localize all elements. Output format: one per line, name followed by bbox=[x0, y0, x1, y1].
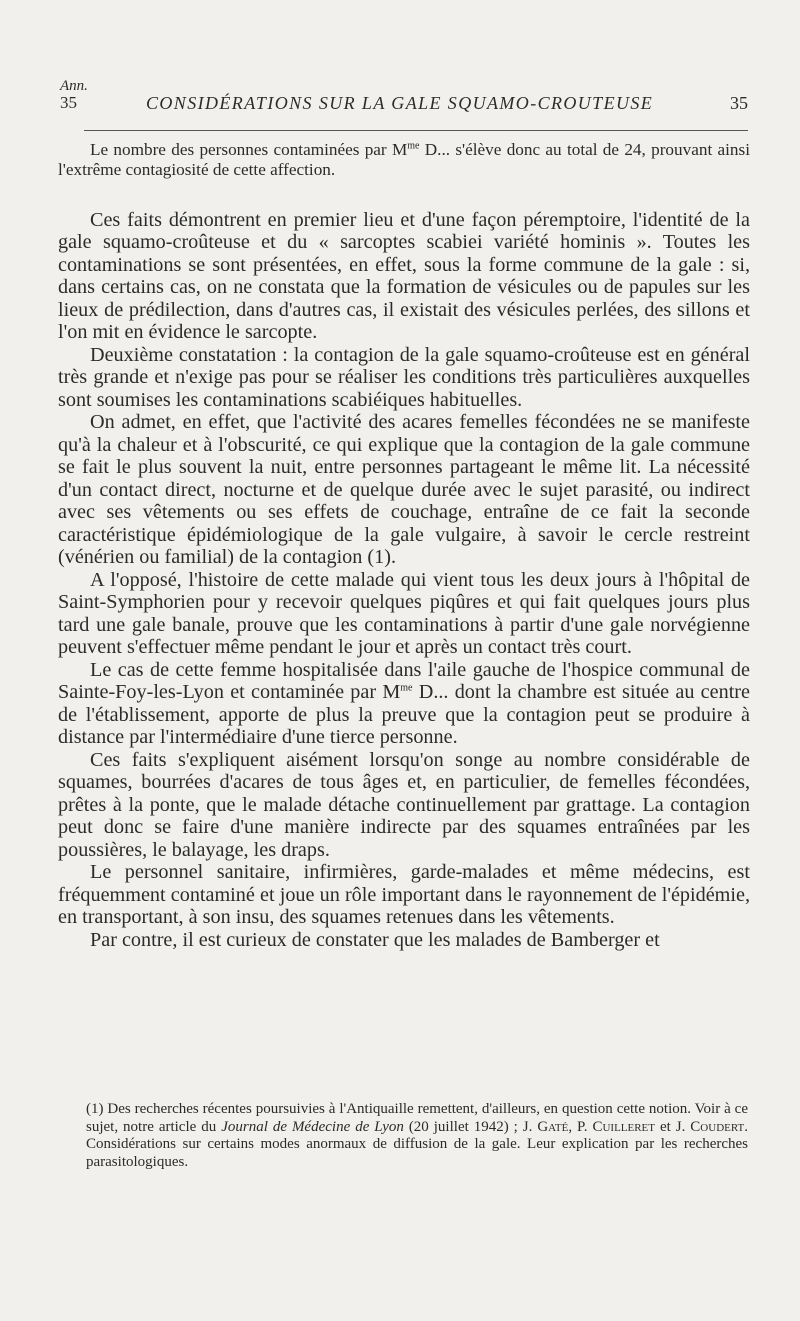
journal-title: Journal de Médecine de Lyon bbox=[221, 1118, 404, 1135]
paragraph: A l'opposé, l'histoire de cette malade qui vient tous les deux jours à l'hôpital de Saint-Symphorien pour y recevoir quelques piqûres et qui fait quelques jours plus tard une gale banale, prouve que les contaminations à partir d'une gale norvégienne peuvent s'effectuer même pendant le jour et après un contact très court. bbox=[58, 568, 750, 659]
paragraph: Le personnel sanitaire, infirmières, garde-malades et même médecins, est fréquemment contaminé et joue un rôle important dans le rayonnement de l'épidémie, en transportant, à son insu, des squames retenues dans les vêtements. bbox=[58, 861, 750, 929]
paragraph: Deuxième constatation : la contagion de la gale squamo-croûteuse est en général très grande et n'exige pas pour se réaliser les conditions très particulières auxquelles sont soumises les contaminations scabiéiques habituelles. bbox=[58, 343, 750, 411]
paragraph: On admet, en effet, que l'activité des acares femelles fécondées ne se manifeste qu'à la chaleur et à l'obscurité, ce qui explique que la contagion de la gale commune se fait le plus souvent la nuit, entre personnes partageant le même lit. La nécessité d'un contact direct, nocturne et de quelque durée avec le sujet parasité, ou indirect avec ses vêtements ou ses effets de couchage, entraîne de ce fait la seconde caractéristique épidémiologique de la gale vulgaire, à savoir le cercle restreint (vénérien ou familial) de la contagion (1). bbox=[58, 411, 750, 569]
author-name: Cuilleret bbox=[592, 1118, 655, 1135]
paragraph: Ces faits démontrent en premier lieu et d'une façon péremptoire, l'identité de la gale squamo-croûteuse et du « sarcoptes scabiei variété hominis ». Toutes les contaminations se sont présentées, en effet, sous la forme commune de la gale : si, dans certains cas, on ne constata que la formation de vésicules ou de papules sur les lieux de prédilection, dans d'autres cas, il existait des vésicules perlées, des sillons et l'on mit en évidence le sarcopte. bbox=[58, 208, 750, 344]
running-header bbox=[60, 93, 748, 119]
footnote: (1) Des recherches récentes poursuivies à l'Antiquaille remettent, d'ailleurs, en question cette notion. Voir à ce sujet, notre article du Journal de Médecine de Lyon (20 juillet 1942) ; J. Gaté, P. Cuilleret et J. Coudert. Considérations sur certains modes anormaux de diffusion de la gale. Leur explication par les recherches parasitologiques. bbox=[86, 1101, 748, 1170]
body-text bbox=[58, 140, 750, 951]
paragraph: Ces faits s'expliquent aisément lorsqu'on songe au nombre considérable de squames, bourrées d'acares de tous âges et, en particulier, de femelles fécondées, prêtes à la ponte, que le malade détache continuellement par grattage. La contagion peut donc se faire d'une manière indirecte par des squames entraînées par les poussières, le balayage, les draps. bbox=[58, 748, 750, 861]
author-name: Coudert bbox=[690, 1118, 745, 1135]
paragraph: Par contre, il est curieux de constater que les malades de Bamberger et bbox=[90, 928, 660, 951]
paragraph: Le cas de cette femme hospitalisée dans l'aile gauche de l'hospice communal de Sainte-Foy-les-Lyon et contaminée par $M^{me}$ D... dont la chambre est située au centre de l'établissement, apporte de plus la preuve que la contagion peut se produire à distance par l'intermédiaire d'une tierce personne. bbox=[58, 658, 750, 749]
left-page-number: 35 bbox=[60, 93, 77, 112]
author-name: Gaté bbox=[537, 1118, 569, 1135]
right-page-number: 35 bbox=[730, 93, 748, 113]
header-rule bbox=[84, 130, 748, 131]
intro-paragraph: Le nombre des personnes contaminées par $M^{me}$ D... s'élève donc au total de 24, prouvant ainsi l'extrême contagiosité de cette affection. bbox=[58, 140, 750, 180]
margin-annotation: Ann. bbox=[60, 78, 88, 94]
running-title: CONSIDÉRATIONS SUR LA GALE SQUAMO-CROUTEUSE bbox=[146, 93, 654, 113]
